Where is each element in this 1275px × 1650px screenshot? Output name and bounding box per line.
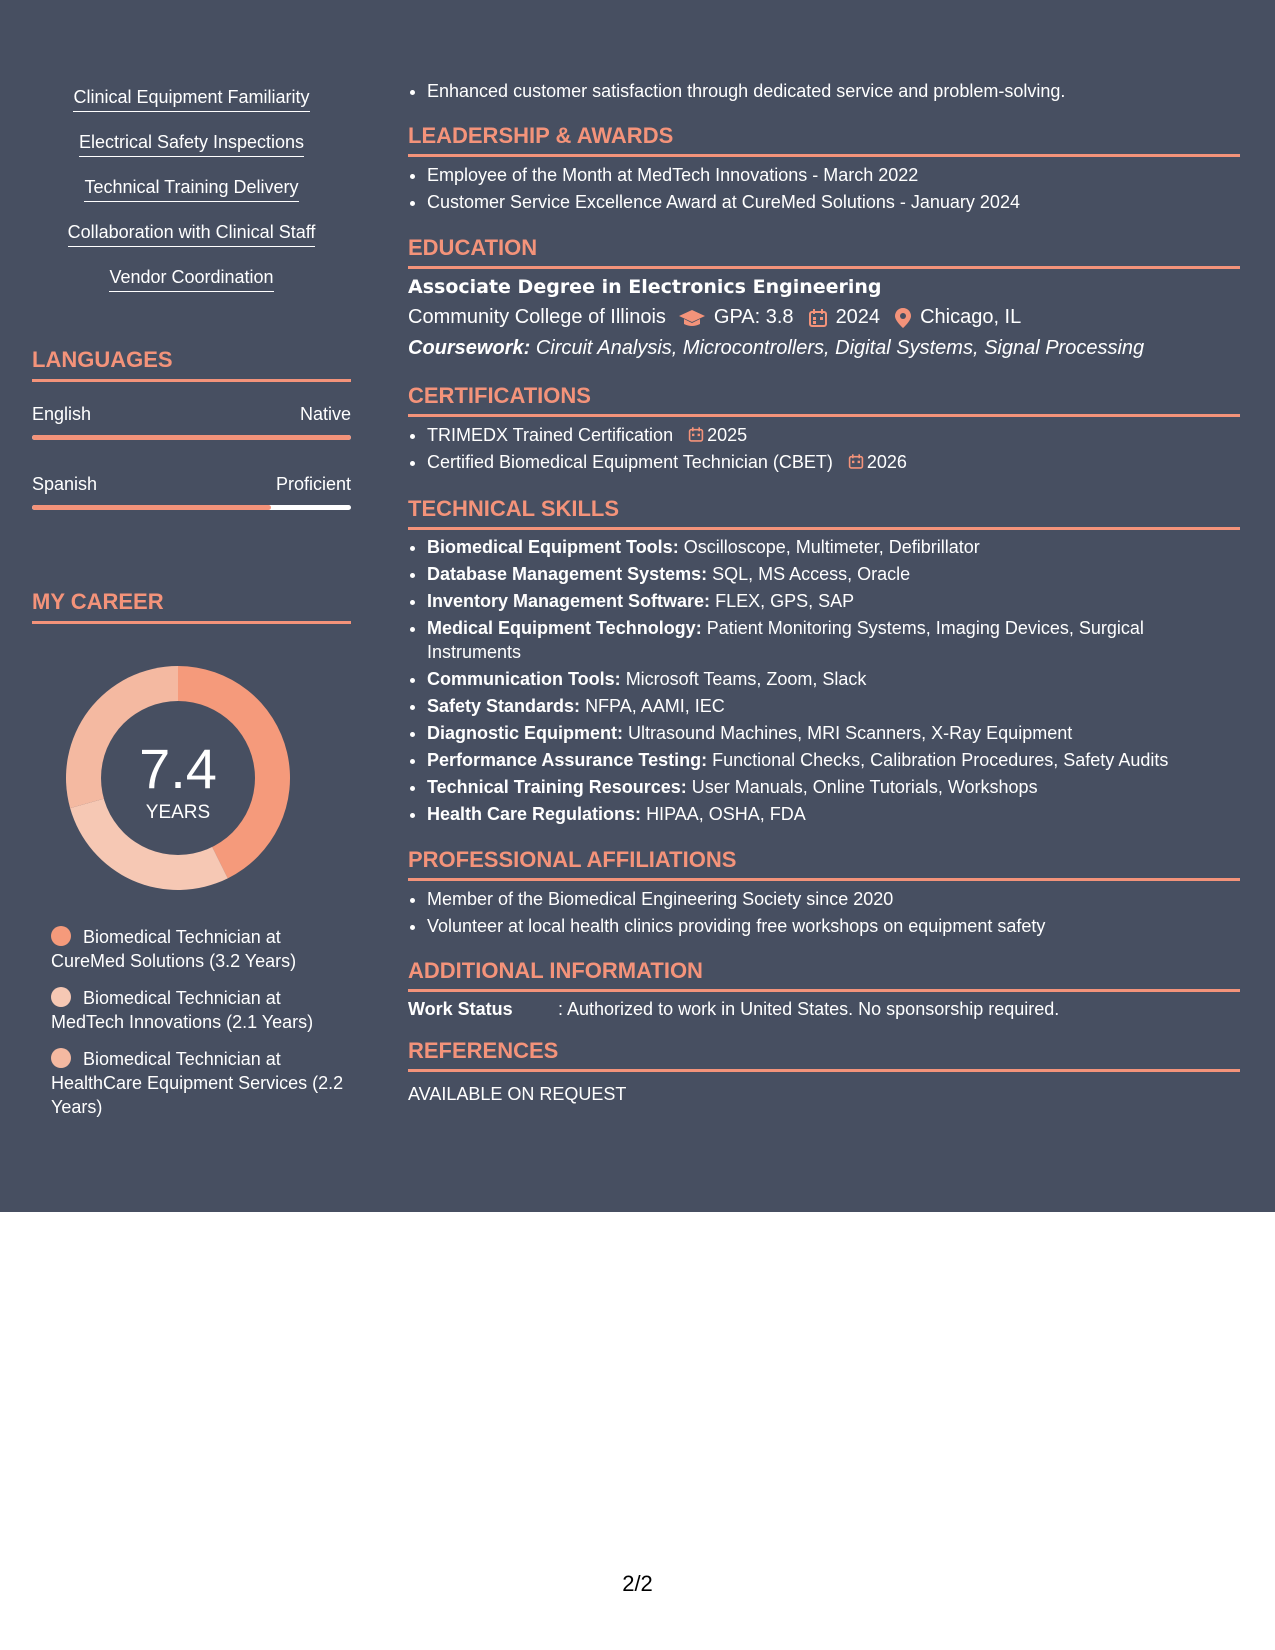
list-item: [427, 535, 1217, 559]
language-english: [32, 404, 351, 440]
skill-value: Functional Checks, Calibration Procedures, Safety Audits: [712, 750, 1169, 770]
leadership-heading: LEADERSHIP & AWARDS: [408, 123, 1240, 157]
skill-value: User Manuals, Online Tutorials, Workshops: [691, 777, 1038, 797]
references-heading: REFERENCES: [408, 1038, 1240, 1072]
skill-label: Biomedical Equipment Tools:: [427, 537, 679, 557]
experience-bullets: [408, 78, 1217, 105]
skill-value: SQL, MS Access, Oracle: [712, 564, 911, 584]
career-legend: [51, 925, 351, 1132]
list-item: [427, 694, 1217, 718]
skill-value: HIPAA, OSHA, FDA: [646, 804, 806, 824]
education-degree: Associate Degree in Electronics Engineering: [408, 276, 882, 298]
list-item: • Volunteer at local health clinics providing free workshops on equipment safety: [427, 913, 1217, 940]
language-bar-fill: [32, 435, 351, 440]
legend-dot: [51, 926, 71, 946]
skill-label: Inventory Management Software:: [427, 591, 711, 611]
calendar-icon: [848, 453, 864, 470]
list-item: [427, 721, 1217, 745]
language-level: Proficient: [275, 474, 351, 494]
skills-list: [32, 86, 351, 311]
education-heading: EDUCATION: [408, 235, 1240, 269]
references-text: AVAILABLE ON REQUEST: [408, 1084, 627, 1104]
legend-dot: [51, 987, 71, 1007]
skill-label: Communication Tools:: [427, 669, 621, 689]
certification-name: Certified Biomedical Equipment Technician (CBET): [427, 452, 833, 472]
work-status: [408, 999, 1059, 1020]
skill-label: Safety Standards:: [427, 696, 581, 716]
career-unit: YEARS: [145, 802, 211, 823]
language-name: Spanish: [32, 474, 98, 494]
affiliations-list: [408, 886, 1217, 940]
language-name: English: [32, 404, 92, 424]
certifications-list: [408, 422, 1217, 476]
skill-value: Patient Monitoring Systems, Imaging Devices, Surgical Instruments: [427, 618, 1144, 662]
list-item: [427, 748, 1217, 772]
certification-name: TRIMEDX Trained Certification: [427, 425, 674, 445]
skill-item: Clinical Equipment Familiarity: [73, 86, 309, 112]
certification-year: 2026: [866, 452, 907, 472]
list-item: [427, 775, 1217, 799]
work-status-value: : Authorized to work in United States. No sponsorship required.: [558, 999, 1060, 1019]
coursework-value: Circuit Analysis, Microcontrollers, Digital Systems, Signal Processing: [535, 337, 1145, 359]
career-total: 7.4: [139, 737, 217, 800]
education-details: [408, 306, 1021, 329]
career-heading: MY CAREER: [32, 589, 351, 624]
legend-item: [51, 925, 351, 973]
language-bar: [32, 435, 351, 440]
skill-value: Ultrasound Machines, MRI Scanners, X-Ray Equipment: [628, 723, 1073, 743]
language-spanish: [32, 474, 351, 510]
skill-item: Technical Training Delivery: [84, 176, 298, 202]
list-item: [427, 589, 1217, 613]
skill-value: Oscilloscope, Multimeter, Defibrillator: [683, 537, 980, 557]
coursework-label: Coursework:: [408, 337, 531, 359]
page-number: 2/2: [622, 1571, 653, 1596]
skill-label: Technical Training Resources:: [427, 777, 687, 797]
certification-date: [848, 452, 907, 472]
list-item: [427, 667, 1217, 691]
list-item: • Customer Service Excellence Award at CureMed Solutions - January 2024: [427, 189, 1217, 216]
list-item: • Member of the Biomedical Engineering Society since 2020: [427, 886, 1217, 913]
skill-label: Database Management Systems:: [427, 564, 708, 584]
education-year: 2024: [835, 306, 881, 328]
technical-skills-list: [408, 535, 1217, 829]
skill-value: Microsoft Teams, Zoom, Slack: [625, 669, 867, 689]
skill-label: Diagnostic Equipment:: [427, 723, 624, 743]
education-coursework: [408, 337, 1144, 360]
certification-year: 2025: [707, 425, 748, 445]
education-location: Chicago, IL: [920, 306, 1022, 328]
skill-item: Electrical Safety Inspections: [79, 131, 304, 157]
education-gpa: GPA: 3.8: [713, 306, 794, 328]
list-item: • Employee of the Month at MedTech Innovations - March 2022: [427, 162, 1217, 189]
education-school: Community College of Illinois: [408, 306, 666, 328]
skill-item: Collaboration with Clinical Staff: [68, 221, 316, 247]
work-status-label: Work Status: [408, 999, 513, 1019]
certifications-heading: CERTIFICATIONS: [408, 383, 1240, 417]
legend-label: Biomedical Technician at CureMed Solutions (3.2 Years): [51, 927, 297, 971]
graduation-cap-icon: [678, 308, 706, 328]
calendar-icon: [808, 308, 828, 328]
certification-date: [688, 425, 747, 445]
skill-label: Performance Assurance Testing:: [427, 750, 708, 770]
technical-skills-heading: TECHNICAL SKILLS: [408, 496, 1240, 530]
affiliations-heading: PROFESSIONAL AFFILIATIONS: [408, 847, 1240, 881]
skill-label: Medical Equipment Technology:: [427, 618, 702, 638]
languages-heading: LANGUAGES: [32, 347, 351, 382]
list-item: [427, 802, 1217, 826]
leadership-list: [408, 162, 1217, 216]
language-level: Native: [299, 404, 351, 424]
career-donut-chart: [66, 666, 290, 890]
skill-value: NFPA, AAMI, IEC: [585, 696, 725, 716]
calendar-icon: [688, 426, 704, 443]
legend-item: [51, 1047, 351, 1119]
language-bar-fill: [32, 505, 271, 510]
additional-info-heading: ADDITIONAL INFORMATION: [408, 958, 1240, 992]
legend-dot: [51, 1048, 71, 1068]
skill-item: Vendor Coordination: [109, 266, 273, 292]
skill-value: FLEX, GPS, SAP: [715, 591, 855, 611]
location-pin-icon: [894, 307, 912, 329]
list-item: • Enhanced customer satisfaction through dedicated service and problem-solving.: [427, 78, 1217, 105]
legend-label: Biomedical Technician at HealthCare Equipment Services (2.2 Years): [51, 1049, 344, 1117]
list-item: [427, 562, 1217, 586]
legend-item: [51, 986, 351, 1034]
list-item: [427, 616, 1217, 664]
list-item: [427, 422, 1217, 449]
skill-label: Health Care Regulations:: [427, 804, 642, 824]
list-item: [427, 449, 1217, 476]
legend-label: Biomedical Technician at MedTech Innovations (2.1 Years): [51, 988, 314, 1032]
language-bar: [32, 505, 351, 510]
